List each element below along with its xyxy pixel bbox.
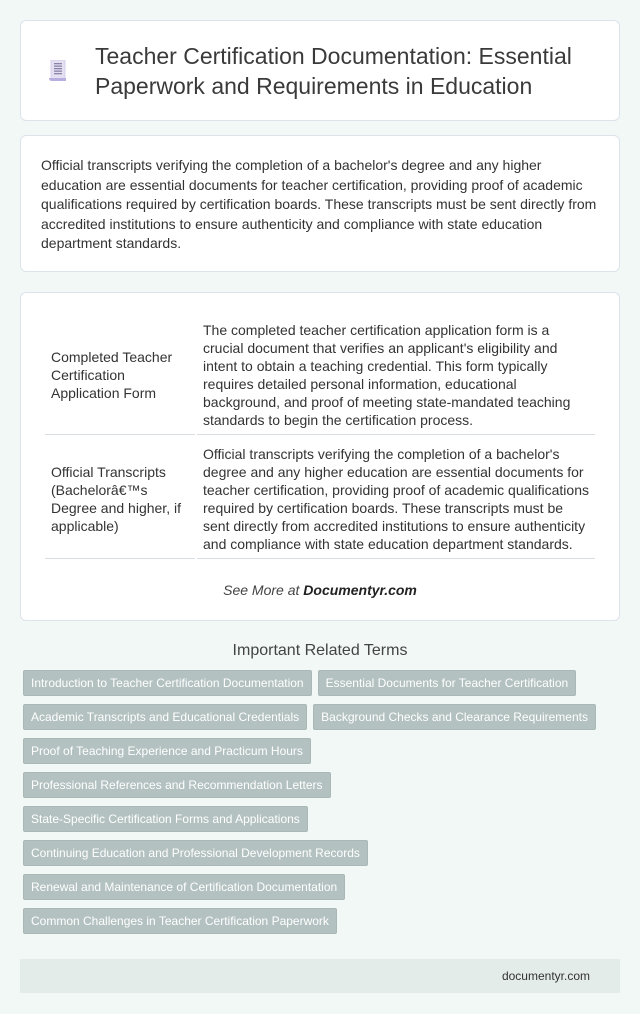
footer-site-link[interactable]: documentyr.com bbox=[501, 969, 590, 983]
table-row bbox=[45, 311, 595, 435]
page-title: Teacher Certification Documentation: Essential Paperwork and Requirements in Education bbox=[95, 42, 572, 99]
see-more-prefix: See More at bbox=[223, 582, 304, 598]
related-term-tag[interactable]: Renewal and Maintenance of Certification Documentation bbox=[23, 874, 345, 900]
documents-table bbox=[43, 311, 597, 559]
see-more bbox=[43, 582, 597, 598]
documents-table-card bbox=[20, 292, 620, 621]
summary-card bbox=[20, 135, 620, 272]
related-term-tag[interactable]: Academic Transcripts and Educational Credentials bbox=[23, 704, 307, 730]
header-card bbox=[20, 20, 620, 121]
table-row bbox=[45, 435, 595, 559]
footer bbox=[20, 959, 620, 993]
related-term-tag[interactable]: Professional References and Recommendation Letters bbox=[23, 772, 331, 798]
related-term-tag[interactable]: Continuing Education and Professional Development Records bbox=[23, 840, 368, 866]
related-term-tag[interactable]: Proof of Teaching Experience and Practicum Hours bbox=[23, 738, 311, 764]
related-term-tag[interactable]: Essential Documents for Teacher Certification bbox=[318, 670, 577, 696]
see-more-link[interactable]: Documentyr.com bbox=[303, 582, 417, 598]
document-name: Official Transcripts (Bachelorâ€™s Degree and higher, if applicable) bbox=[45, 435, 195, 559]
related-terms-title: Important Related Terms bbox=[232, 642, 408, 659]
document-name: Completed Teacher Certification Application Form bbox=[45, 311, 195, 435]
document-icon bbox=[49, 60, 67, 82]
related-term-tag[interactable]: Introduction to Teacher Certification Documentation bbox=[23, 670, 312, 696]
related-term-tag[interactable]: Common Challenges in Teacher Certification Paperwork bbox=[23, 908, 337, 934]
document-description: The completed teacher certification application form is a crucial document that verifies an applicant's eligibility and intent to obtain a teaching credential. This form typically requires detailed personal information, educational background, and proof of meeting state-mandated teaching standards to begin the certification process. bbox=[197, 311, 595, 435]
document-description: Official transcripts verifying the completion of a bachelor's degree and any higher education are essential documents for teacher certification, providing proof of academic qualifications required by certification boards. These transcripts must be sent directly from accredited institutions to ensure authenticity and compliance with state education department standards. bbox=[197, 435, 595, 559]
related-term-tag[interactable]: State-Specific Certification Forms and Applications bbox=[23, 806, 308, 832]
summary-text: Official transcripts verifying the completion of a bachelor's degree and any higher education are essential documents for teacher certification, providing proof of academic qualifications required by certification boards. These transcripts must be sent directly from accredited institutions to ensure authenticity and compliance with state education department standards. bbox=[41, 157, 597, 251]
related-term-tag[interactable]: Background Checks and Clearance Requirements bbox=[313, 704, 596, 730]
related-terms-list bbox=[20, 670, 620, 942]
